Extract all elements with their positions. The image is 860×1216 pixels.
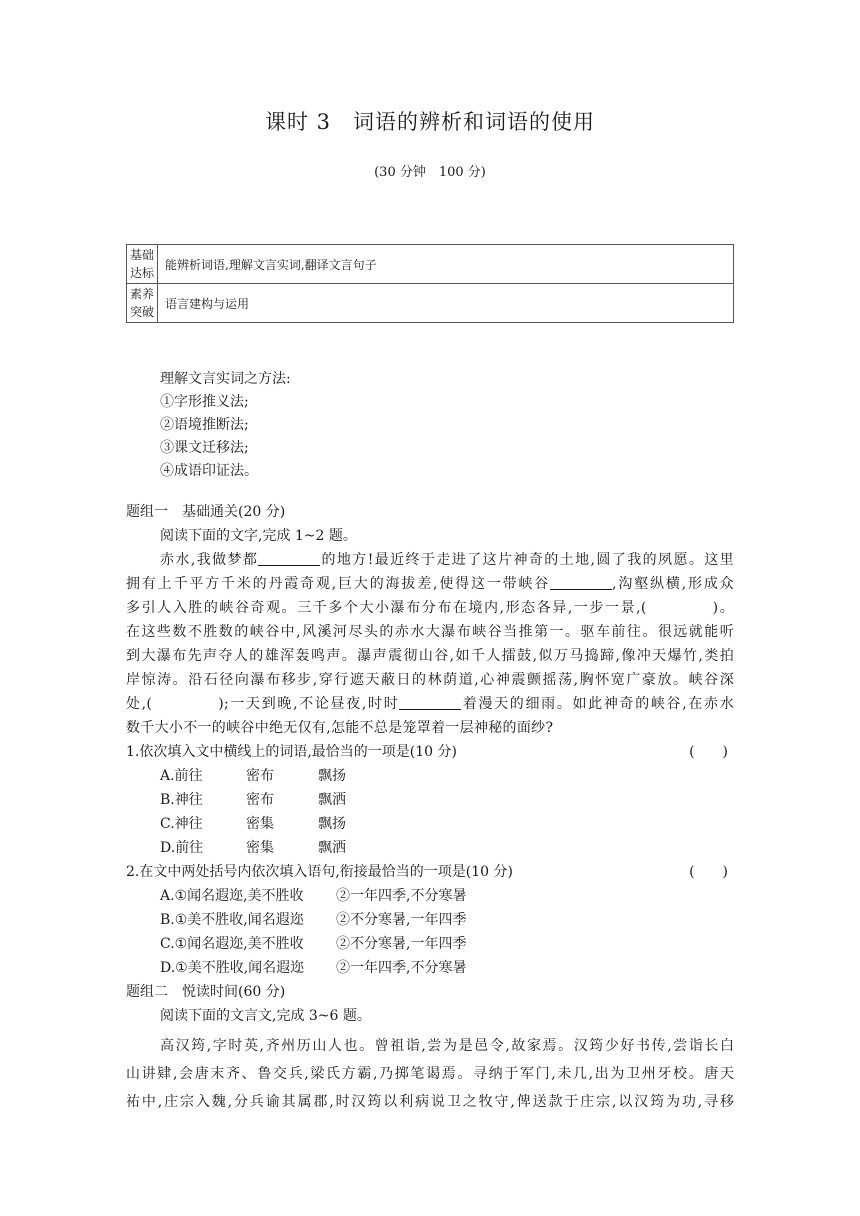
question-1-stem: 1.依次填入文中横线上的词语,最恰当的一项是(10 分) <box>126 744 457 760</box>
fill-blank-2[interactable] <box>550 575 612 590</box>
tip-item: ②语境推断法; <box>160 417 249 433</box>
passage-line: 赤水,我做梦都 的地方!最近终于走进了这片神奇的土地,圆了我的夙愿。这里 <box>160 552 734 568</box>
passage-line: 到大瀑布先声夺人的雄浑轰鸣声。瀑声震彻山谷,如千人擂鼓,似万马捣蹄,像冲天爆竹,类拍 <box>126 648 734 664</box>
group2-title: 题组二 悦读时间(60 分) <box>126 984 286 1000</box>
question-2-stem: 2.在文中两处括号内依次填入语句,衔接最恰当的一项是(10 分) <box>126 864 513 880</box>
passage-line: 处,( );一天到晚,不论昼夜,时时 着漫天的细雨。如此神奇的峡谷,在赤水 <box>126 696 734 712</box>
q1-option-b[interactable]: B.神往 密布 飘洒 <box>160 792 346 808</box>
passage-line: 拥有上千平方千米的丹霞奇观,巨大的海拔差,使得这一带峡谷 ,沟壑纵横,形成众 <box>126 576 734 592</box>
fill-blank-1[interactable] <box>258 551 320 566</box>
question-1 <box>126 740 734 764</box>
goals-table <box>126 244 734 323</box>
q2-option-d[interactable]: D.①美不胜收,闻名遐迩 ②一年四季,不分寒暑 <box>160 960 467 976</box>
passage-line: 祐中,庄宗入魏,分兵谕其属郡,时汉筠以利病说卫之牧守,俾送款于庄宗,以汉筠为功,寻移 <box>126 1094 734 1110</box>
q2-option-a[interactable]: A.①闻名遐迩,美不胜收 ②一年四季,不分寒暑 <box>160 888 467 904</box>
question-2 <box>126 860 734 884</box>
q1-option-c[interactable]: C.神往 密集 飘扬 <box>160 816 346 832</box>
goals-label-literacy: 素养 突破 <box>127 284 158 323</box>
answer-paren-1[interactable]: ( ) <box>689 744 728 760</box>
tip-item: ①字形推义法; <box>160 394 249 410</box>
passage-line: 在这些数不胜数的峡谷中,风溪河尽头的赤水大瀑布峡谷当推第一。驱车前往。很远就能听 <box>126 624 734 640</box>
lesson-subtitle: (30 分钟 100 分) <box>374 165 486 180</box>
passage-line: 多引人入胜的峡谷奇观。三千多个大小瀑布分布在境内,形态各异,一步一景,( )。 <box>126 600 734 616</box>
goals-row-literacy <box>127 284 734 323</box>
tips-heading: 理解文言实词之方法: <box>160 371 291 387</box>
answer-paren-2[interactable]: ( ) <box>689 864 728 880</box>
passage-line: 山讲肄,会唐末齐、鲁交兵,梁氏方霸,乃掷笔谒焉。寻纳于军门,未几,出为卫州牙校。唐天 <box>126 1066 734 1082</box>
goals-row-basic <box>127 245 734 284</box>
group1-instruction: 阅读下面的文字,完成 1~2 题。 <box>160 528 357 544</box>
goals-value-literacy: 语言建构与运用 <box>158 284 734 323</box>
passage-line: 数千大小不一的峡谷中绝无仅有,怎能不总是笼罩着一层神秘的面纱? <box>126 720 554 736</box>
exercise-body <box>126 500 734 1116</box>
method-tips <box>160 368 291 483</box>
fill-blank-3[interactable] <box>399 695 461 710</box>
group1-passage <box>126 548 734 740</box>
group2-passage <box>126 1032 734 1116</box>
lesson-title: 课时 3 词语的辨析和词语的使用 <box>264 110 596 134</box>
passage-line: 岸惊涛。沿石径向瀑布移步,穿行遮天蔽日的林荫道,心神震颤摇荡,胸怀宽广豪放。峡谷深 <box>126 672 734 688</box>
tip-item: ④成语印证法。 <box>160 463 258 479</box>
q2-option-c[interactable]: C.①闻名遐迩,美不胜收 ②不分寒暑,一年四季 <box>160 936 467 952</box>
group1-title: 题组一 基础通关(20 分) <box>126 504 286 520</box>
goals-value-basic: 能辨析词语,理解文言实词,翻译文言句子 <box>158 245 734 284</box>
tip-item: ③课文迁移法; <box>160 440 249 456</box>
q2-option-b[interactable]: B.①美不胜收,闻名遐迩 ②不分寒暑,一年四季 <box>160 912 467 928</box>
passage-line: 高汉筠,字时英,齐州历山人也。曾祖诣,尝为是邑令,故家焉。汉筠少好书传,尝诣长白 <box>160 1038 734 1054</box>
goals-label-basic: 基础 达标 <box>127 245 158 284</box>
q1-option-d[interactable]: D.前往 密集 飘洒 <box>160 840 346 856</box>
group2-instruction: 阅读下面的文言文,完成 3~6 题。 <box>160 1008 371 1024</box>
q1-option-a[interactable]: A.前往 密布 飘扬 <box>160 768 346 784</box>
